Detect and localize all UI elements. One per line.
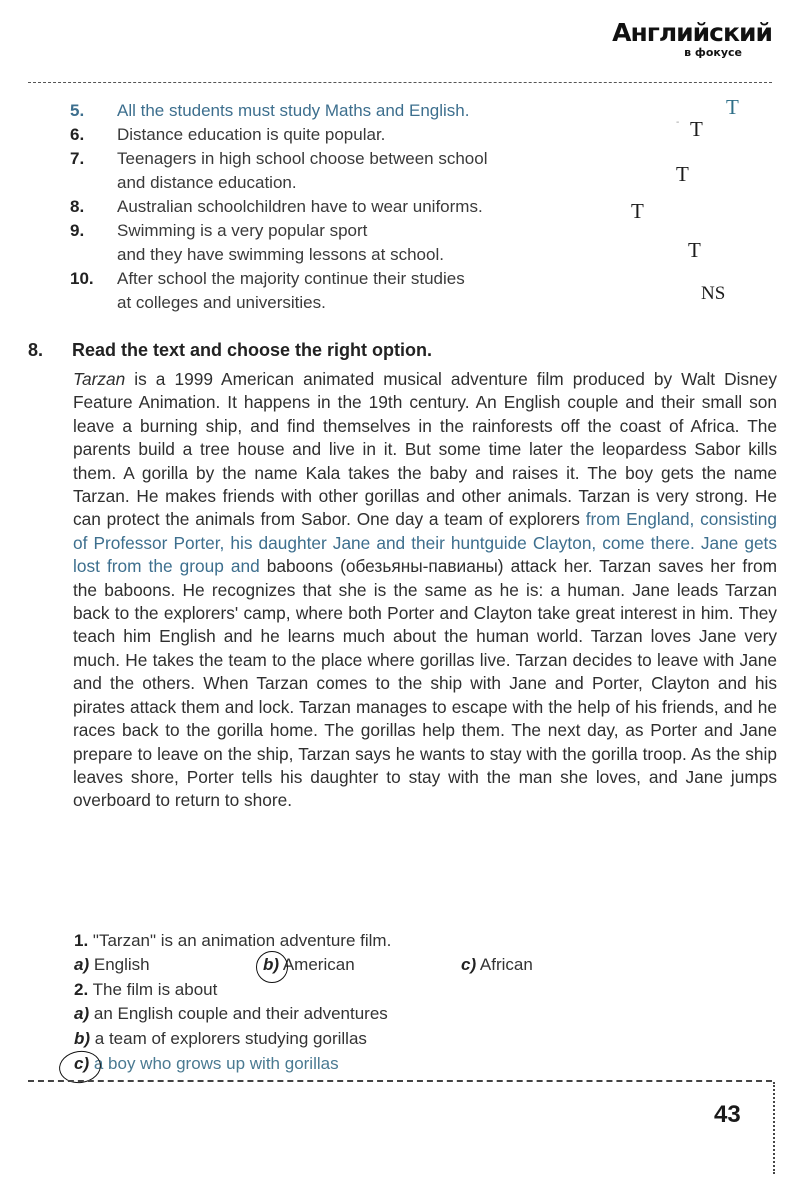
option-text: a team of explorers studying gorillas [94, 1029, 367, 1048]
answer-8: T [631, 199, 644, 223]
statement-5 [72, 99, 632, 123]
option-text: English [93, 955, 150, 974]
option-text: African [479, 955, 533, 974]
answer-10: NS [701, 283, 726, 304]
answer-5: T [726, 95, 739, 119]
statement-text: Swimming is a very popular sport and they have swimming lessons at school. [117, 221, 444, 264]
statement-text: Distance education is quite popular. [117, 125, 386, 144]
statement-7 [72, 147, 632, 195]
question-1-option-c [461, 955, 533, 975]
question-text: The film is about [92, 980, 218, 999]
passage-text: is a 1999 American animated musical adventure film produced by Walt Disney Feature Animation. It happens in the 19th century. An English couple and their small son leave a burning ship, and find themselves in the rainforests off the coast of Africa. The parents build a tree house and live in it. But some time later the leopardess Sabor kills them. A gorilla by the name Kala takes the baby and raises it. The boy gets the name Tarzan. He makes friends with other gorillas and other animals. Tarzan is very strong. He can protect the animals from Sabor. One day a team of explorers [73, 369, 777, 530]
answer-tick: - [676, 117, 682, 128]
statement-text: Australian schoolchildren have to wear uniforms. [117, 197, 483, 216]
question-2-option-a [74, 1004, 388, 1024]
option-label: c) [74, 1054, 90, 1073]
question-number: 1. [74, 931, 89, 950]
statement-number: 10. [70, 269, 94, 288]
book-logo [612, 18, 772, 59]
option-label: a) [74, 1004, 90, 1023]
option-text: an English couple and their adventures [93, 1004, 388, 1023]
statement-8 [72, 195, 632, 219]
statement-10 [72, 267, 632, 315]
statement-number: 8. [70, 197, 85, 216]
top-divider [28, 82, 772, 83]
page-number: 43 [714, 1101, 741, 1128]
option-label: c) [461, 955, 477, 974]
statement-number: 7. [70, 149, 85, 168]
question-number: 2. [74, 980, 89, 999]
passage-text-highlight: from England, consisting of Professor Porter, his daughter Jane and their huntguide Clayton, come there. Jane gets lost from the group and [73, 509, 777, 577]
task-number: 8. [28, 340, 44, 360]
question-1-option-a [74, 955, 150, 975]
statement-text: After school the majority continue their studies at colleges and universities. [117, 269, 465, 312]
statement-number: 9. [70, 221, 85, 240]
logo-subtitle: в фокусе [684, 46, 742, 59]
answer-6: T [690, 117, 703, 141]
question-text: "Tarzan" is an animation adventure film. [92, 931, 392, 950]
question-1 [74, 931, 391, 951]
option-text: American [282, 955, 355, 974]
statement-6 [72, 123, 632, 147]
passage-text: baboons (обезьяны-павианы) attack her. Tarzan saves her from the baboons. He recognizes that she is the same as he is: a human. Jane leads Tarzan back to the explorers' camp, where both Porter and Clayton take great interest in him. They teach him English and he learns much about the human world. Tarzan loves Jane very much. He takes the team to the place where gorillas live. Tarzan decides to leave with Jane and the others. When Tarzan comes to the ship with Jane and Porter, Clayton and his pirates attack them and lock. Tarzan manages to escape with the help of his friends, and he races back to the gorilla home. The gorillas help them. The next day, as Porter and Jane prepare to leave on the ship, Tarzan says he wants to stay with the gorilla troop. As the ship leaves shore, Porter tells his daughter to stay with the man she loves, and Jane jumps overboard to return to shore. [73, 556, 777, 811]
statement-list [72, 99, 632, 315]
option-label: b) [74, 1029, 91, 1048]
statement-text: Teenagers in high school choose between school and distance education. [117, 149, 488, 192]
question-2-option-b [74, 1029, 367, 1049]
question-2-option-c [74, 1054, 339, 1074]
film-title: Tarzan [73, 369, 126, 389]
task-title: Read the text and choose the right option. [72, 340, 433, 360]
selected-answer-circle [256, 951, 288, 983]
bottom-divider [28, 1080, 772, 1082]
statement-number: 6. [70, 125, 85, 144]
statement-text: All the students must study Maths and English. [117, 101, 470, 120]
statement-number: 5. [70, 101, 85, 120]
margin-dotted-line [773, 1082, 775, 1174]
option-text: a boy who grows up with gorillas [93, 1054, 339, 1073]
reading-passage [73, 368, 777, 813]
option-label: b) [263, 955, 280, 974]
option-label: a) [74, 955, 90, 974]
question-2 [74, 980, 217, 1000]
answer-7: T [676, 162, 689, 186]
statement-9 [72, 219, 632, 267]
logo-title: Английский [612, 18, 772, 47]
answer-9: T [688, 238, 701, 262]
